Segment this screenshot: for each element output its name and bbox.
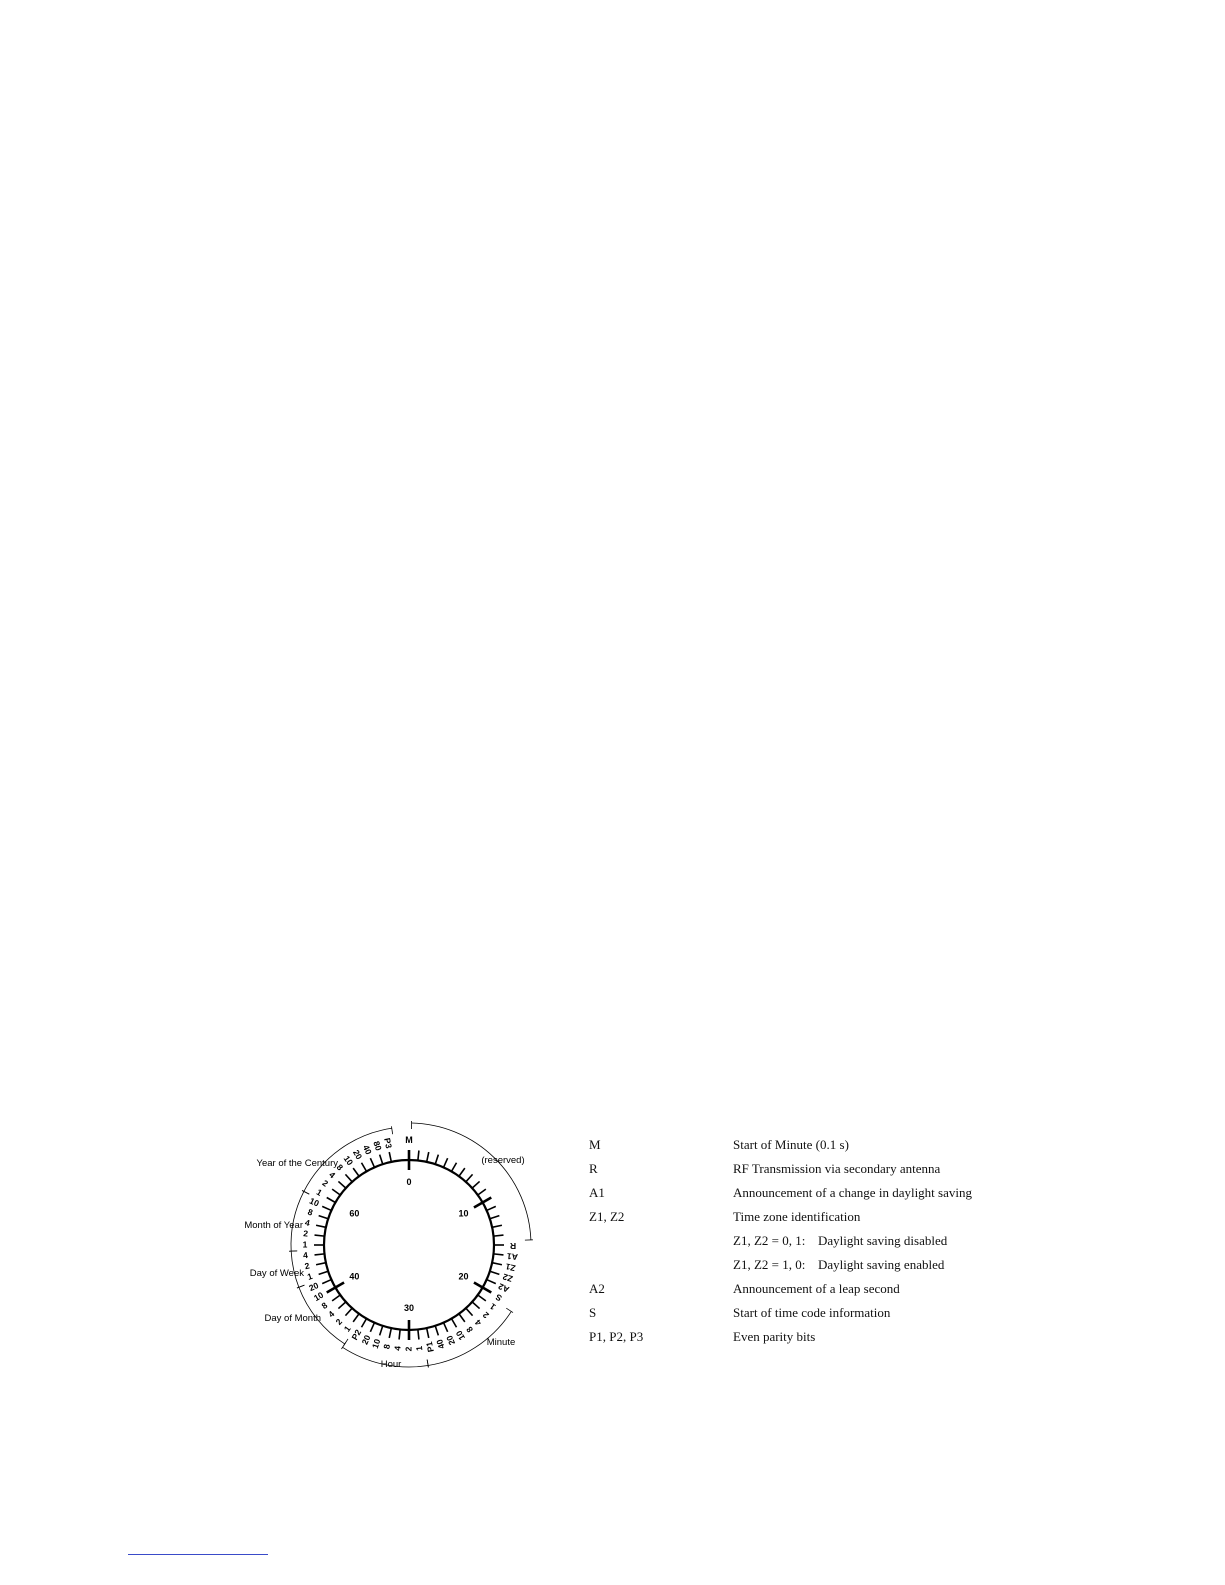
- tick-52: [338, 1181, 345, 1188]
- tick-34: [370, 1323, 374, 1332]
- tick-51: [332, 1189, 340, 1195]
- tick-56: [370, 1158, 374, 1167]
- tick-57: [380, 1155, 383, 1165]
- minute-bit-2: 4: [472, 1317, 484, 1328]
- tick-32: [389, 1328, 391, 1338]
- day-week-bit-2: 4: [302, 1249, 309, 1261]
- year-bit-8: P3: [382, 1136, 395, 1150]
- minute-bit-5: 20: [444, 1333, 458, 1347]
- tick-58: [389, 1152, 391, 1162]
- tick-47: [316, 1225, 326, 1227]
- legend-sub-key-4: Z1, Z2 = 0, 1:: [733, 1233, 806, 1248]
- tick-44: [315, 1254, 325, 1255]
- flag-bit-0: R: [509, 1240, 517, 1251]
- tick-41: [322, 1280, 331, 1284]
- tick-27: [435, 1326, 438, 1336]
- tick-54: [353, 1168, 359, 1176]
- tick-3: [435, 1155, 438, 1165]
- legend-key-3: Z1, Z2: [589, 1209, 625, 1224]
- inner-label-10: 10: [458, 1208, 469, 1219]
- inner-label-40: 40: [349, 1271, 360, 1282]
- tick-2: [427, 1152, 429, 1162]
- group-labels: [244, 1155, 524, 1370]
- flag-bit-3: Z2: [501, 1271, 514, 1285]
- tick-4: [444, 1158, 448, 1167]
- reserved-bracket: [412, 1123, 531, 1240]
- year-bit-0: 1: [314, 1186, 324, 1198]
- tick-37: [345, 1308, 352, 1315]
- hour-bit-4: 10: [369, 1337, 383, 1350]
- day-month-bracket-end-0: [344, 1339, 348, 1346]
- tick-5: [452, 1163, 457, 1172]
- year-bit-3: 8: [334, 1162, 346, 1173]
- tick-6: [459, 1168, 465, 1176]
- legend-desc-0: Start of Minute (0.1 s): [733, 1137, 849, 1152]
- month-bit-3: 8: [306, 1206, 315, 1218]
- inner-label-20: 20: [458, 1271, 469, 1282]
- flag-bit-1: A1: [506, 1251, 519, 1263]
- tick-39: [332, 1295, 340, 1301]
- day-week-bit-1: 2: [303, 1260, 311, 1272]
- tick-49: [322, 1206, 331, 1210]
- tick-48: [319, 1216, 329, 1219]
- hour-bit-6: P2: [349, 1327, 364, 1342]
- flag-bit-4: A2: [496, 1281, 511, 1295]
- minute-bit-3: 8: [464, 1324, 475, 1335]
- legend-key-1: R: [589, 1161, 598, 1176]
- tick-33: [380, 1326, 383, 1336]
- inner-label-50: 60: [349, 1208, 360, 1219]
- tick-43: [316, 1263, 326, 1265]
- day-month-bit-2: 4: [326, 1308, 337, 1320]
- hour-bit-2: 4: [392, 1345, 403, 1352]
- month-bit-4: 10: [307, 1195, 321, 1209]
- tick-19: [487, 1280, 496, 1284]
- legend-desc-1: RF Transmission via secondary antenna: [733, 1161, 941, 1176]
- minute-bit-6: 40: [434, 1338, 447, 1351]
- tick-12: [490, 1216, 500, 1219]
- tick-53: [345, 1174, 352, 1181]
- legend-key-2: A1: [589, 1185, 605, 1200]
- flag-bit-2: Z1: [504, 1261, 517, 1274]
- tick-21: [478, 1295, 486, 1301]
- legend-desc-3: Time zone identification: [733, 1209, 861, 1224]
- hour-label: Hour: [380, 1359, 402, 1370]
- flag-bit-5: S: [493, 1291, 504, 1304]
- tick-29: [418, 1330, 419, 1340]
- legend-sub-desc-4: Daylight saving disabled: [818, 1233, 948, 1248]
- tick-38: [338, 1302, 345, 1309]
- minute-bit-0: 1: [487, 1301, 498, 1313]
- legend-key-6: A2: [589, 1281, 605, 1296]
- tick-26: [444, 1323, 448, 1332]
- hour-bit-1: 2: [403, 1346, 414, 1352]
- legend-key-0: M: [589, 1137, 601, 1152]
- day-month-bit-1: 2: [333, 1316, 345, 1327]
- tick-1: [418, 1151, 419, 1161]
- month-bit-2: 4: [304, 1217, 311, 1229]
- minute-bracket-end-0: [506, 1308, 513, 1312]
- inner-label-30: 30: [403, 1303, 415, 1313]
- reserved-label: (reserved): [481, 1155, 525, 1166]
- year-bit-4: 10: [341, 1153, 356, 1168]
- day-month-bit-4: 10: [311, 1289, 326, 1304]
- year-bit-7: 80: [371, 1139, 384, 1152]
- legend-key-8: P1, P2, P3: [589, 1329, 644, 1344]
- tick-8: [472, 1181, 479, 1188]
- tick-14: [494, 1235, 504, 1236]
- day-month-bit-0: 1: [341, 1323, 353, 1334]
- hour-bit-3: 8: [381, 1343, 393, 1350]
- legend-desc-7: Start of time code information: [733, 1305, 891, 1320]
- legend-key-7: S: [589, 1305, 597, 1320]
- minute-bit-4: 10: [453, 1328, 468, 1343]
- minute-bit-1: 2: [480, 1309, 491, 1321]
- year-label: Year of the Century: [256, 1158, 338, 1169]
- tick-13: [492, 1225, 502, 1227]
- tick-17: [492, 1263, 502, 1265]
- tick-31: [399, 1330, 400, 1340]
- day-month-bit-3: 8: [319, 1300, 330, 1311]
- tick-35: [362, 1319, 367, 1328]
- legend-sub-key-5: Z1, Z2 = 1, 0:: [733, 1257, 806, 1272]
- year-bit-2: 4: [327, 1169, 338, 1181]
- day-of-week-label: Day of Week: [249, 1268, 304, 1279]
- tick-42: [319, 1271, 329, 1274]
- tick-46: [315, 1235, 325, 1236]
- minute-bit-7: P1: [423, 1340, 436, 1354]
- year-bit-6: 40: [360, 1143, 374, 1157]
- hour-bracket-end-0: [427, 1360, 428, 1368]
- tick-9: [478, 1189, 486, 1195]
- tick-16: [494, 1254, 504, 1255]
- day-week-bit-0: 1: [306, 1270, 314, 1282]
- hour-bit-5: 20: [359, 1333, 373, 1347]
- second-ticks: [311, 1147, 504, 1343]
- tick-7: [466, 1174, 473, 1181]
- tick-24: [459, 1314, 465, 1322]
- month-bit-0: 1: [302, 1239, 308, 1250]
- legend-sub-desc-5: Daylight saving enabled: [818, 1257, 945, 1272]
- day-month-bit-5: 20: [307, 1280, 321, 1294]
- year-bit-1: 2: [320, 1177, 331, 1189]
- legend-desc-2: Announcement of a change in daylight saving: [733, 1185, 972, 1200]
- month-bit-1: 2: [302, 1228, 309, 1239]
- hour-bit-0: 1: [413, 1345, 425, 1352]
- year-bit-5: 20: [350, 1147, 365, 1162]
- tick-50: [327, 1198, 336, 1203]
- legend-desc-6: Announcement of a leap second: [733, 1281, 900, 1296]
- minute-label: Minute: [486, 1337, 516, 1348]
- tick-23: [466, 1308, 473, 1315]
- tick-22: [472, 1302, 479, 1309]
- tick-11: [487, 1206, 496, 1210]
- day-of-month-label: Day of Month: [264, 1313, 321, 1324]
- tick-18: [490, 1271, 500, 1274]
- footnote-rule: [128, 1554, 268, 1555]
- tick-25: [452, 1319, 457, 1328]
- start-minute-marker: M: [405, 1135, 413, 1145]
- tick-28: [427, 1328, 429, 1338]
- tick-36: [353, 1314, 359, 1322]
- year-bracket-end-1: [391, 1126, 392, 1134]
- month-of-year-label: Month of Year: [244, 1220, 303, 1231]
- tick-55: [362, 1163, 367, 1172]
- legend-desc-8: Even parity bits: [733, 1329, 816, 1344]
- inner-label-0: 0: [406, 1177, 412, 1187]
